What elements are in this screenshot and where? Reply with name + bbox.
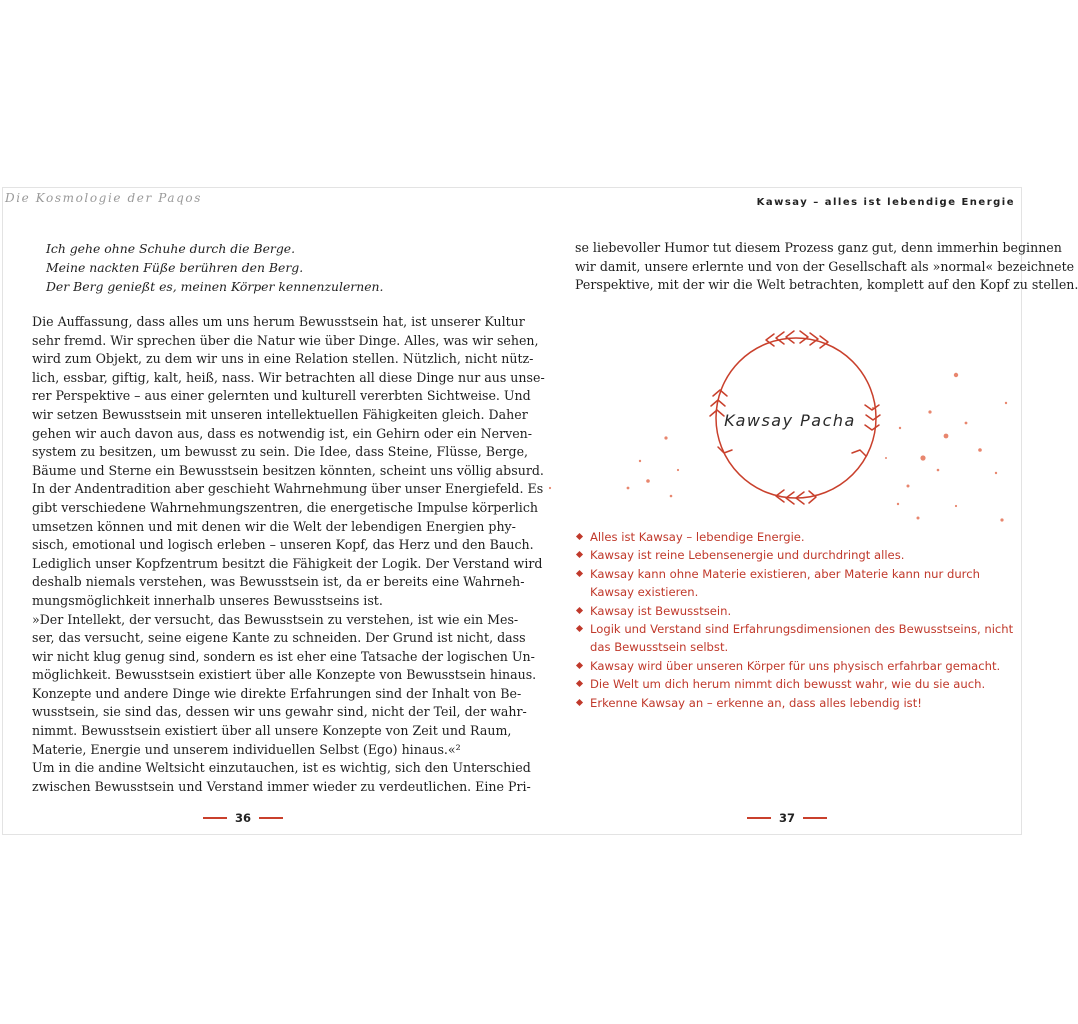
text-line: In der Andentradition aber geschieht Wahrnehmung über unser Energiefeld. Es [32,481,544,497]
text-line: ser, das versucht, seine eigene Kante zu schneiden. Der Grund ist nicht, dass [32,630,526,646]
text-line: Die Auffassung, dass alles um uns herum Bewusstsein hat, ist unserer Kultur [32,314,525,329]
text-line: sehr fremd. Wir sprechen über die Natur wie über Dinge. Alles, was wir sehen, [32,332,539,348]
text-line: »Der Intellekt, der versucht, das Bewusstsein zu verstehen, ist wie ein Mes- [32,611,519,627]
diamond-bullet-icon [576,607,583,614]
text-line: rer Perspektive – aus einer gelernten und kulturell vererbten Sichtweise. Und [32,388,531,404]
text-line: system zu besitzen, um bewusst zu sein. Die Idee, dass Steine, Flüsse, Berge, [32,444,529,460]
running-head-right: Kawsay – alles ist lebendige Energie [756,197,1015,208]
diamond-bullet-icon [576,570,583,577]
text-line: Lediglich unser Kopfzentrum besitzt die Fähigkeit der Logik. Der Verstand wird [32,555,543,571]
text-line: wusstsein, sie sind das, dessen wir uns gewahr sind, nicht der Teil, der wahr- [32,704,527,720]
bullet-item [575,620,1015,657]
bullet-text: Alles ist Kawsay – lebendige Energie. [590,530,805,544]
folio-rule [203,817,227,819]
bullet-item [575,657,1015,675]
text-line: nimmt. Bewusstsein existiert über all unsere Konzepte von Zeit und Raum, [32,723,512,739]
poem [46,239,383,296]
text-line: wird zum Objekt, zu dem wir uns in eine Relation stellen. Nützlich, nicht nütz- [32,351,534,367]
diamond-bullet-icon [576,699,583,706]
bullet-item [575,546,1015,564]
diamond-bullet-icon [576,533,583,540]
folio-rule [747,817,771,819]
bullet-text: Kawsay wird über unseren Körper für uns physisch erfahrbar gemacht. [590,658,1001,673]
splatter-dots [549,373,1007,522]
bullet-text: Logik und Verstand sind Erfahrungsdimensionen des Bewusstseins, nicht das Bewusstsein selbst. [590,622,1014,655]
text-line: umsetzen können und mit denen wir die Welt der lebendigen Energien phy- [32,518,516,534]
bullet-item [575,602,1015,620]
bullet-item [575,675,1015,693]
text-line: zwischen Bewusstsein und Verstand immer wieder zu verdeutlichen. Eine Pri- [32,778,531,794]
diamond-bullet-icon [576,551,583,558]
text-line: Um in die andine Weltsicht einzutauchen, ist es wichtig, sich den Unterschied [32,760,531,776]
poem-line: Ich gehe ohne Schuhe durch die Berge. [46,241,296,256]
figure-label: Kawsay Pacha [724,411,856,430]
text-line: Bäume und Sterne ein Bewusstsein besitzen könnten, scheint uns völlig absurd. [32,462,544,478]
text-line: Konzepte und andere Dinge wie direkte Erfahrungen sind der Inhalt von Be- [32,685,522,701]
text-line: deshalb niemals verstehen, was Bewusstsein ist, da er bereits eine Wahrneh- [32,574,525,590]
text-line: Perspektive, mit der wir die Welt betrachten, komplett auf den Kopf zu stellen. [575,277,1078,293]
text-line: möglichkeit. Bewusstsein existiert über alle Konzepte von Bewusstsein hinaus. [32,667,537,683]
page-number: 37 [779,811,796,825]
page-number-right [747,811,827,825]
text-line: wir nicht klug genug sind, sondern es ist eher eine Tatsache der logischen Un- [32,648,535,664]
bullet-text: Kawsay ist reine Lebensenergie und durchdringt alles. [590,548,905,563]
running-head-left: Die Kosmologie der Paqos [5,191,202,205]
diamond-bullet-icon [576,662,583,669]
bullet-text: Erkenne Kawsay an – erkenne an, dass alles lebendig ist! [590,695,922,710]
text-line: gehen wir auch davon aus, dass es notwendig ist, ein Gehirn oder ein Nerven- [32,425,533,441]
bullet-item [575,694,1015,712]
text-line: gibt verschiedene Wahrnehmungszentren, die energetische Impulse körperlich [32,499,538,515]
folio-rule [259,817,283,819]
text-line: wir damit, unsere erlernte und von der Gesellschaft als »normal« bezeichnete [575,258,1075,274]
left-body-text [32,313,545,796]
folio-rule [803,817,827,819]
right-page [513,188,1078,834]
right-body-text [575,239,1078,295]
kawsay-pacha-illustration [528,318,1018,548]
book-spread [2,187,1078,835]
text-line: se liebevoller Humor tut diesem Prozess ganz gut, denn immerhin beginnen [575,240,1062,255]
poem-line: Der Berg genießt es, meinen Körper kennenzulernen. [46,279,384,294]
text-line: Materie, Energie und unserem individuellen Selbst (Ego) hinaus.«² [32,741,461,757]
text-line: lich, essbar, giftig, kalt, heiß, nass. Wir betrachten all diese Dinge nur aus unse- [32,369,545,385]
left-page [3,188,545,834]
bullet-item [575,528,1015,546]
bullet-text: Kawsay ist Bewusstsein. [590,603,732,618]
diamond-bullet-icon [576,625,583,632]
poem-line: Meine nackten Füße berühren den Berg. [46,260,304,275]
text-line: wir setzen Bewusstsein mit unseren intellektuellen Fähigkeiten gleich. Daher [32,406,528,422]
bullet-text: Kawsay kann ohne Materie existieren, aber Materie kann nur durch Kawsay existieren. [590,566,980,600]
key-points-list [575,528,1015,712]
bullet-item [575,565,1015,602]
bullet-text: Die Welt um dich herum nimmt dich bewusst wahr, wie du sie auch. [590,677,986,692]
page-number-left [203,811,283,825]
diamond-bullet-icon [576,680,583,687]
text-line: mungsmöglichkeit innerhalb unseres Bewusstseins ist. [32,592,383,608]
page-number: 36 [235,811,252,825]
text-line: sisch, emotional und logisch erleben – unseren Kopf, das Herz und den Bauch. [32,537,534,553]
